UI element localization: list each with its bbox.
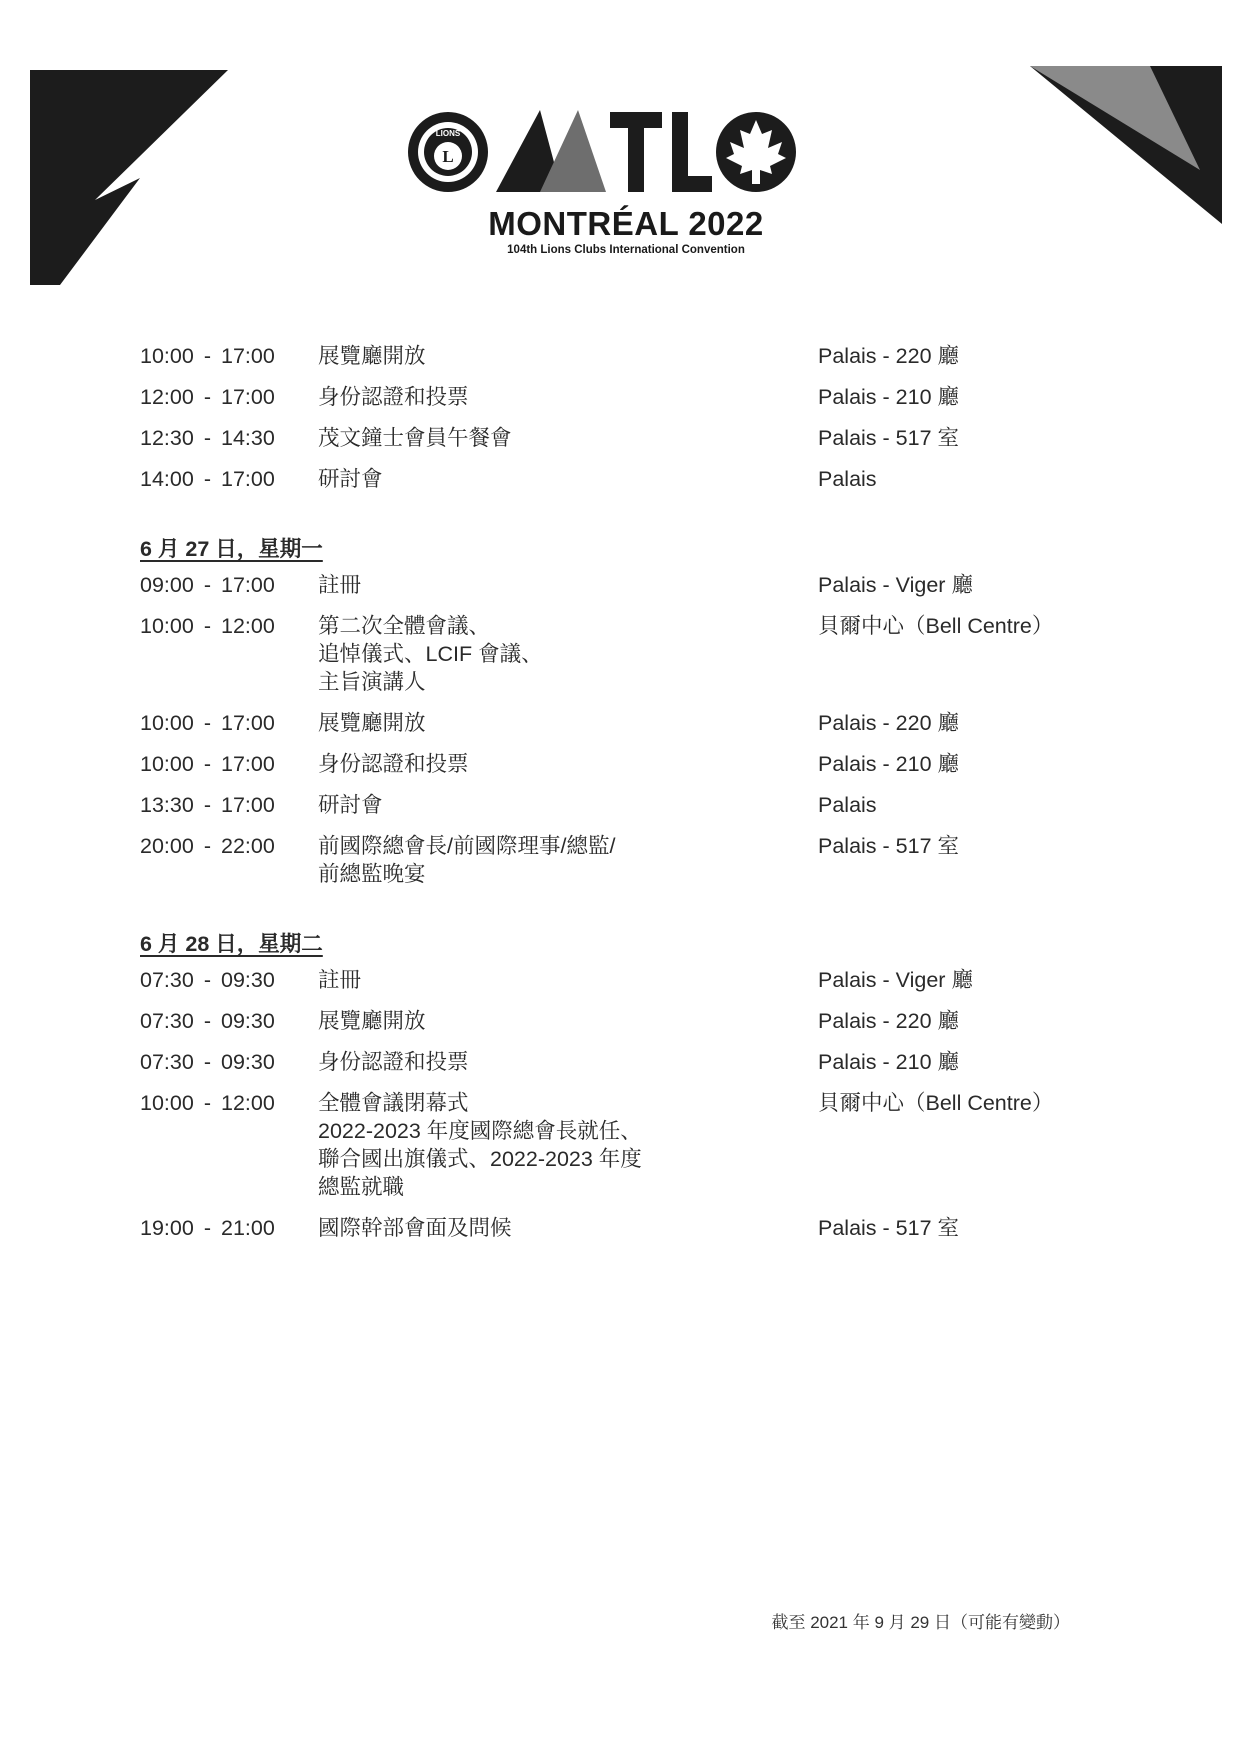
event-location: Palais - 517 室 [818,834,960,858]
time-range: 10:00 - 17:00 [140,711,275,735]
event-location: Palais - 220 廳 [818,1009,960,1033]
schedule-row [140,1048,1120,1076]
event-name: 第二次全體會議、 追悼儀式、LCIF 會議、 主旨演講人 [318,614,543,694]
time-range: 12:00 - 17:00 [140,385,275,409]
schedule-row [140,465,1120,493]
event-name: 註冊 [318,573,362,597]
event-name: 茂文鐘士會員午餐會 [318,426,512,450]
schedule-row [140,1007,1120,1035]
event-location: Palais - Viger 廳 [818,968,973,992]
event-name: 展覽廳開放 [318,344,426,368]
event-name: 註冊 [318,968,362,992]
event-name: 展覽廳開放 [318,711,426,735]
event-location: Palais - Viger 廳 [818,573,973,597]
svg-text:L: L [442,147,454,166]
event-location: Palais - 517 室 [818,426,960,450]
time-range: 10:00 - 12:00 [140,614,275,638]
event-name: 身份認證和投票 [318,1050,469,1074]
day-section-continued [140,342,1120,493]
event-location: Palais - 210 廳 [818,752,960,776]
lions-emblem-icon [408,112,488,192]
corner-decoration-left [0,0,240,300]
schedule-row [140,709,1120,737]
event-name: 國際幹部會面及問候 [318,1216,512,1240]
event-location: Palais - 517 室 [818,1216,960,1240]
event-location: 貝爾中心（Bell Centre） [818,614,1054,638]
time-range: 19:00 - 21:00 [140,1216,275,1240]
logo-subtitle: 104th Lions Clubs International Convention [507,244,745,256]
event-location: Palais [818,793,877,817]
footer-note: 截至 2021 年 9 月 29 日（可能有變動） [771,1613,1070,1632]
schedule-row [140,966,1120,994]
time-range: 13:30 - 17:00 [140,793,275,817]
time-range: 10:00 - 17:00 [140,344,275,368]
event-location: Palais - 220 廳 [818,344,960,368]
event-name: 身份認證和投票 [318,385,469,409]
time-range: 14:00 - 17:00 [140,467,275,491]
schedule-row [140,750,1120,778]
event-name: 全體會議閉幕式 2022-2023 年度國際總會長就任、 聯合國出旗儀式、2022-2023 年度 總監就職 [318,1091,642,1199]
schedule-row [140,1089,1120,1201]
schedule-row [140,1214,1120,1242]
event-name: 研討會 [318,467,383,491]
event-location: Palais - 210 廳 [818,1050,960,1074]
time-range: 07:30 - 09:30 [140,1009,275,1033]
lions-emblem-text: LIONS [435,129,461,138]
time-range: 20:00 - 22:00 [140,834,275,858]
schedule-row [140,383,1120,411]
time-range: 12:30 - 14:30 [140,426,275,450]
event-location: Palais [818,467,877,491]
event-location: Palais - 220 廳 [818,711,960,735]
day-section-june-27 [140,535,1120,888]
maple-leaf-icon [716,112,796,192]
event-location: Palais - 210 廳 [818,385,960,409]
schedule-row [140,342,1120,370]
time-range: 07:30 - 09:30 [140,968,275,992]
logo-city-title: MONTRÉAL 2022 [488,205,764,242]
schedule-row [140,832,1120,888]
convention-logo [400,100,860,270]
schedule-row [140,612,1120,696]
mtl-logo-graphic [400,100,860,210]
event-name: 前國際總會長/前國際理事/總監/ 前總監晚宴 [318,834,616,886]
day-section-june-28 [140,930,1120,1242]
time-range: 10:00 - 12:00 [140,1091,275,1115]
day-heading: 6 月 27 日，星期一 [140,537,323,561]
corner-decoration-right [1000,0,1240,240]
schedule-row [140,791,1120,819]
time-range: 09:00 - 17:00 [140,573,275,597]
time-range: 07:30 - 09:30 [140,1050,275,1074]
day-heading: 6 月 28 日，星期二 [140,932,323,956]
schedule [140,342,1120,1284]
event-name: 研討會 [318,793,383,817]
time-range: 10:00 - 17:00 [140,752,275,776]
schedule-row [140,571,1120,599]
event-name: 身份認證和投票 [318,752,469,776]
event-location: 貝爾中心（Bell Centre） [818,1091,1054,1115]
event-name: 展覽廳開放 [318,1009,426,1033]
schedule-row [140,424,1120,452]
